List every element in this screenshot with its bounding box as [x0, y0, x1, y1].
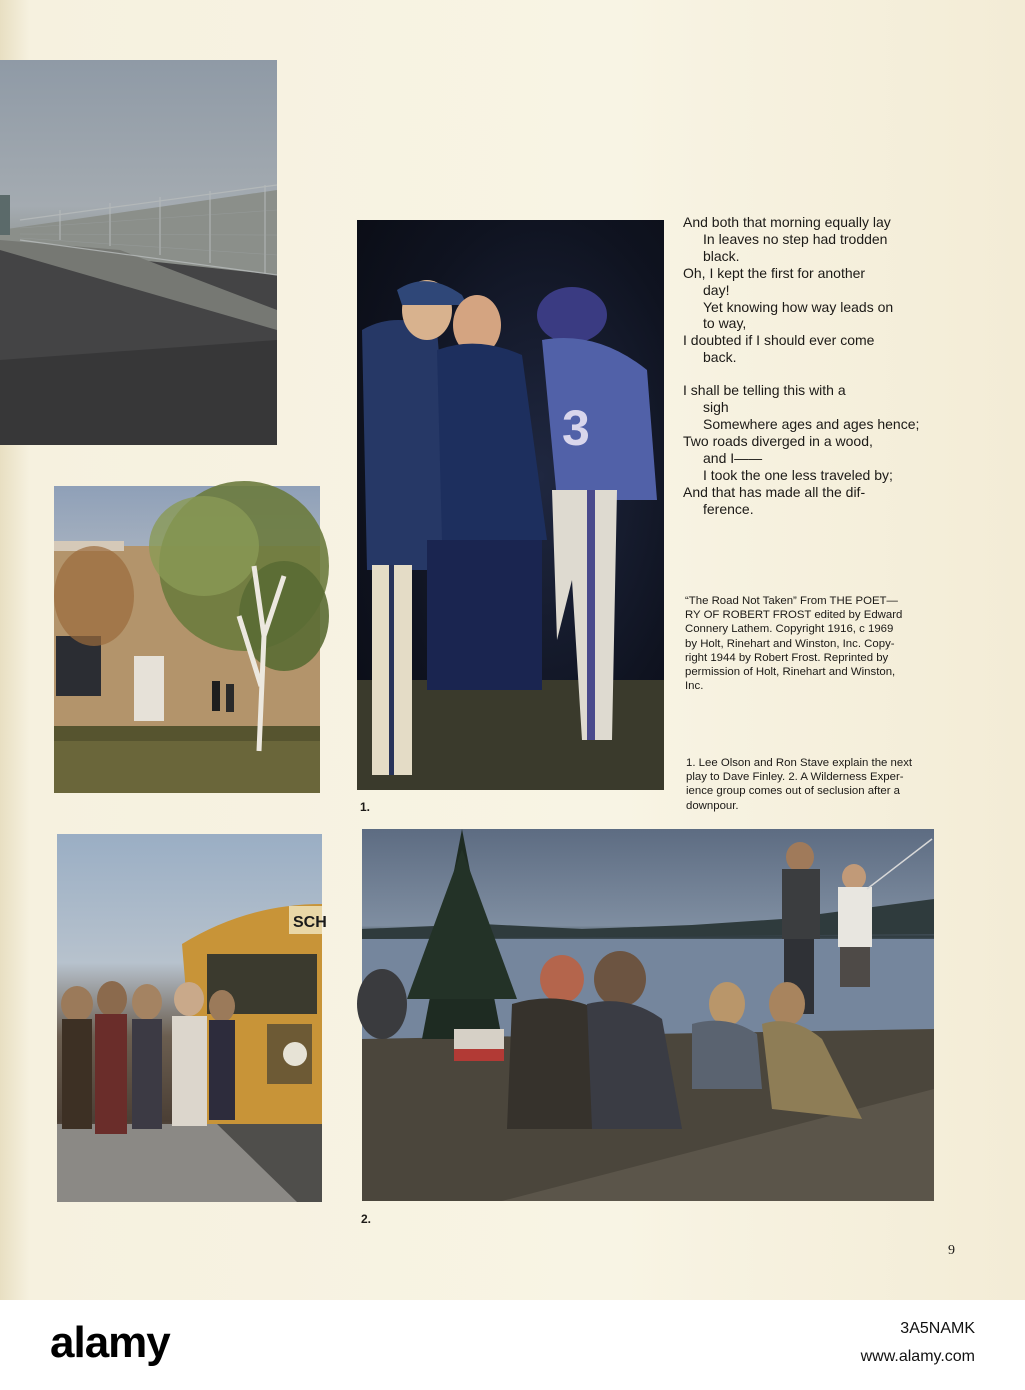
credit-line: “The Road Not Taken” From THE POET— — [685, 595, 898, 607]
photo-school-building — [54, 486, 320, 793]
credit-line: by Holt, Rinehart and Winston, Inc. Copy- — [685, 637, 895, 650]
poem-line: back. — [703, 349, 737, 366]
caption-line: play to Dave Finley. 2. A Wilderness Exper- — [686, 771, 904, 784]
poem-line: I shall be telling this with a — [683, 382, 846, 399]
alamy-logo: alamy — [50, 1318, 170, 1367]
credit-line: permission of Holt, Rinehart and Winston, — [685, 666, 896, 679]
photo-football-coaches — [357, 220, 664, 790]
poem-line: black. — [703, 247, 740, 264]
caption-line: 1. Lee Olson and Ron Stave explain the next — [686, 757, 913, 769]
photo-road-fence — [0, 60, 277, 445]
poem-line: Two roads diverged in a wood, — [683, 432, 873, 449]
caption-line: ience group comes out of seclusion after a — [686, 785, 901, 798]
credit-line: RY OF ROBERT FROST edited by Edward — [685, 609, 903, 622]
stanza-break — [683, 366, 983, 382]
caption-line: downpour. — [686, 799, 739, 812]
poem-line: Somewhere ages and ages hence; — [703, 415, 920, 432]
bus-sign: SCH — [293, 914, 327, 931]
photo-marker-2: 2. — [361, 1212, 372, 1226]
photo-caption — [686, 756, 961, 813]
poem-line: And that has made all the dif- — [683, 483, 866, 500]
footer-url[interactable]: www.alamy.com — [860, 1348, 975, 1365]
poem-line: day! — [703, 281, 730, 298]
poem-line: Yet knowing how way leads on — [703, 298, 894, 315]
poem-line: I doubted if I should ever come — [683, 332, 875, 349]
bus-illustration — [57, 834, 327, 1202]
photo-wilderness-group — [362, 829, 934, 1201]
poem-excerpt — [683, 214, 983, 517]
poem-line: And both that morning equally lay — [683, 214, 891, 230]
poem-line: I took the one less traveled by; — [703, 466, 893, 483]
stock-footer — [0, 1300, 1025, 1390]
photo-marker-1: 1. — [360, 800, 371, 814]
copyright-credit — [685, 594, 960, 693]
poem-line: sigh — [703, 399, 729, 416]
jersey-number: 3 — [562, 400, 590, 456]
credit-line: Inc. — [685, 680, 704, 693]
lake-illustration — [362, 829, 934, 1201]
poem-line: ference. — [703, 500, 754, 517]
poem-line: to way, — [703, 315, 747, 332]
photo-school-bus — [57, 834, 327, 1202]
credit-line: right 1944 by Robert Frost. Reprinted by — [685, 651, 889, 664]
image-id: 3A5NAMK — [900, 1320, 975, 1337]
football-illustration — [357, 220, 664, 790]
building-illustration — [54, 486, 320, 793]
poem-line: In leaves no step had trodden — [703, 230, 888, 247]
credit-line: Connery Lathem. Copyright 1916, c 1969 — [685, 623, 894, 636]
road-fence-illustration — [0, 60, 277, 445]
page-number: 9 — [948, 1243, 955, 1258]
poem-line: and I—— — [703, 449, 763, 466]
poem-line: Oh, I kept the first for another — [683, 264, 866, 281]
